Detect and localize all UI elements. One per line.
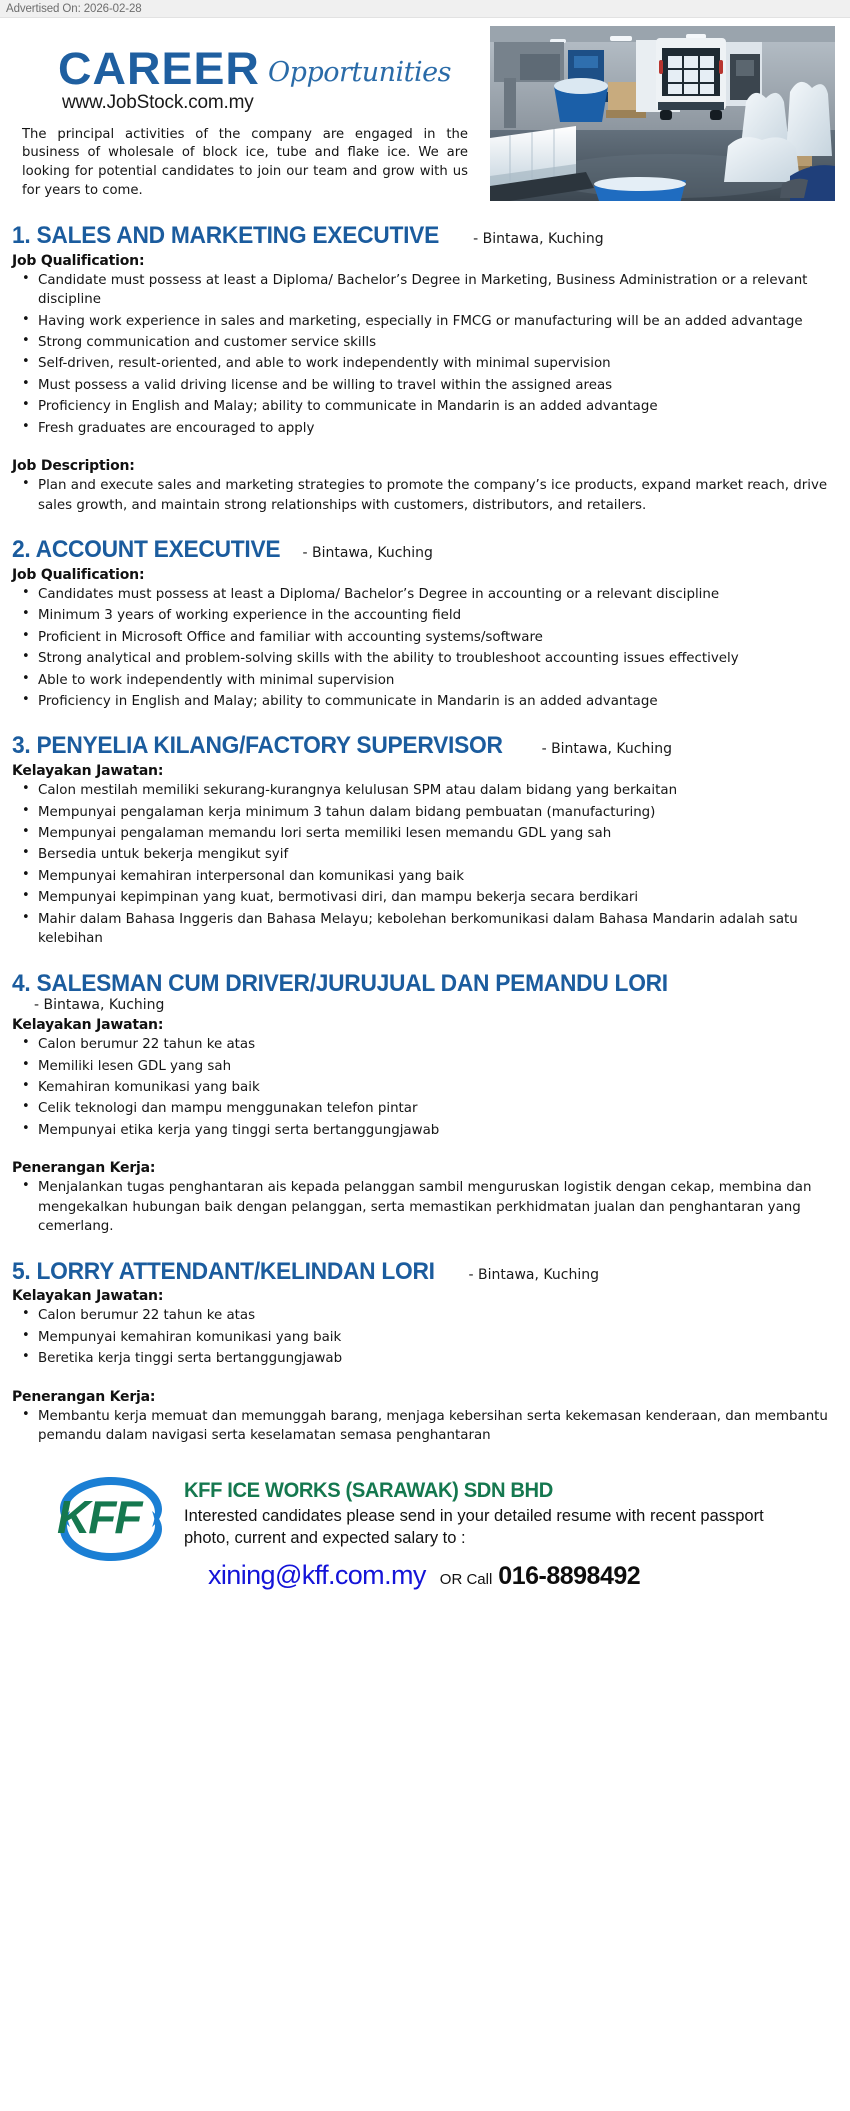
section-heading: Penerangan Kerja: (12, 1160, 156, 1177)
description-list (12, 476, 838, 515)
contact-phone[interactable]: 016-8898492 (498, 1562, 641, 1590)
list-item: • Mempunyai kemahiran komunikasi yang baik (36, 1328, 838, 1347)
list-item: • Must possess a valid driving license and be willing to travel within the assigned areas (36, 376, 838, 395)
section-heading: Kelayakan Jawatan: (12, 1288, 164, 1305)
job-listing (12, 1259, 838, 1446)
brand-lockup (10, 43, 480, 94)
job-title: 5. LORRY ATTENDANT/KELINDAN LORI (12, 1257, 435, 1285)
advertised-on-text: Advertised On: 2026-02-28 (6, 2, 142, 15)
job-title: 4. SALESMAN CUM DRIVER/JURUJUAL DAN PEMANDU LORI (12, 969, 668, 997)
advert-header (0, 18, 850, 201)
section-heading: Kelayakan Jawatan: (12, 763, 164, 780)
job-title: 2. ACCOUNT EXECUTIVE (12, 536, 281, 564)
list-item: • Having work experience in sales and marketing, especially in FMCG or manufacturing will be an added advantage (36, 312, 838, 331)
list-item: • Proficiency in English and Malay; ability to communicate in Mandarin is an added advantage (36, 397, 838, 416)
list-item: • Mempunyai etika kerja yang tinggi serta bertanggungjawab (36, 1121, 838, 1140)
requirement-list (12, 1306, 838, 1368)
list-item: • Calon berumur 22 tahun ke atas (36, 1306, 838, 1325)
job-location: - Bintawa, Kuching (468, 1266, 599, 1283)
section-heading: Job Qualification: (12, 566, 145, 583)
brand-opportunities-script: Opportunities (268, 56, 451, 88)
requirement-list (12, 781, 838, 949)
list-item: • Calon mestilah memiliki sekurang-kurangnya kelulusan SPM atau dalam bidang yang berkaitan (36, 781, 838, 800)
contact-row (184, 1560, 784, 1591)
job-title-row (12, 1259, 838, 1285)
kff-logo-letters: KFF (57, 1491, 141, 1544)
list-item: • Strong communication and customer service skills (36, 333, 838, 352)
job-listing (12, 537, 838, 711)
list-item: • Membantu kerja memuat dan memunggah barang, menjaga kebersihan serta kekemasan kenderaan, dan membantu pemandu dalam navigasi serta keselamatan semasa penghantaran (36, 1407, 838, 1446)
footer-text-block (170, 1471, 784, 1591)
list-item: • Candidate must possess at least a Diploma/ Bachelor’s Degree in Marketing, Business Administration or a relevant discipline (36, 271, 838, 310)
job-listing (12, 733, 838, 948)
job-title-row (12, 223, 838, 249)
contact-footer (0, 1447, 850, 1591)
job-location: - Bintawa, Kuching (34, 997, 165, 1014)
list-item: • Proficiency in English and Malay; ability to communicate in Mandarin is an added advantage (36, 692, 838, 711)
list-item: • Plan and execute sales and marketing strategies to promote the company’s ice products, expand market reach, drive sales growth, and maintain strong relationships with customers, distributors, and retailers. (36, 476, 838, 515)
description-list (12, 1178, 838, 1236)
job-title-row (12, 537, 838, 563)
job-advertisement-page (0, 18, 850, 1601)
section-heading: Job Qualification: (12, 252, 145, 269)
job-location: - Bintawa, Kuching (541, 741, 673, 758)
list-item: • Mempunyai kemahiran interpersonal dan komunikasi yang baik (36, 867, 838, 886)
jobstock-website-url: www.JobStock.com.my (62, 91, 254, 113)
section-heading: Penerangan Kerja: (12, 1388, 156, 1405)
requirement-list (12, 271, 838, 439)
company-name: KFF ICE WORKS (SARAWAK) SDN BHD (184, 1479, 553, 1503)
list-item: • Candidates must possess at least a Diploma/ Bachelor’s Degree in accounting or a relevant discipline (36, 585, 838, 604)
job-title-row (12, 971, 838, 1013)
list-item: • Menjalankan tugas penghantaran ais kepada pelanggan sambil menguruskan logistik dengan cekap, membina dan mengekalkan hubungan baik dengan pelanggan, serta memastikan perkhidmatan jualan dan penghantaran yang cemerlang. (36, 1178, 838, 1236)
list-item: • Celik teknologi dan mampu menggunakan telefon pintar (36, 1099, 838, 1118)
job-title-row (12, 733, 838, 759)
list-item: • Beretika kerja tinggi serta bertanggungjawab (36, 1349, 838, 1368)
list-item: • Minimum 3 years of working experience in the accounting field (36, 606, 838, 625)
list-item: • Mempunyai pengalaman kerja minimum 3 tahun dalam bidang pembuatan (manufacturing) (36, 803, 838, 822)
list-item: • Memiliki lesen GDL yang sah (36, 1057, 838, 1076)
header-left-column (10, 26, 480, 201)
requirement-list (12, 1035, 838, 1140)
job-title: 3. PENYELIA KILANG/FACTORY SUPERVISOR (12, 732, 503, 760)
list-item: • Bersedia untuk bekerja mengikut syif (36, 845, 838, 864)
list-item: • Able to work independently with minimal supervision (36, 671, 838, 690)
list-item: • Proficient in Microsoft Office and familiar with accounting systems/software (36, 628, 838, 647)
list-item: • Fresh graduates are encouraged to apply (36, 419, 838, 438)
contact-email[interactable]: xining@kff.com.my (208, 1560, 426, 1590)
description-list (12, 1407, 838, 1446)
list-item: • Mempunyai kepimpinan yang kuat, bermotivasi diri, dan mampu bekerja secara berdikari (36, 888, 838, 907)
requirement-list (12, 585, 838, 712)
list-item: • Kemahiran komunikasi yang baik (36, 1078, 838, 1097)
job-location: - Bintawa, Kuching (302, 545, 433, 562)
list-item: • Strong analytical and problem-solving skills with the ability to troubleshoot accounting issues effectively (36, 649, 838, 668)
section-heading: Job Description: (12, 458, 135, 475)
advertised-on-bar (0, 0, 850, 18)
section-heading: Kelayakan Jawatan: (12, 1017, 164, 1034)
apply-instructions: Interested candidates please send in your detailed resume with recent passport photo, current and expected salary to : (184, 1507, 764, 1548)
list-item: • Calon berumur 22 tahun ke atas (36, 1035, 838, 1054)
kff-logo (52, 1471, 170, 1567)
list-item: • Self-driven, result-oriented, and able to work independently with minimal supervision (36, 354, 838, 373)
list-item: • Mempunyai pengalaman memandu lori serta memiliki lesen memandu GDL yang sah (36, 824, 838, 843)
job-listings (0, 223, 850, 1445)
job-listing (12, 223, 838, 515)
or-call-label: OR Call (439, 1571, 493, 1588)
ice-factory-hero-image (490, 26, 835, 201)
job-title: 1. SALES AND MARKETING EXECUTIVE (12, 222, 440, 249)
list-item: • Mahir dalam Bahasa Inggeris dan Bahasa Melayu; kebolehan berkomunikasi dalam Bahasa Mandarin adalah satu kelebihan (36, 910, 838, 949)
job-location: - Bintawa, Kuching (473, 231, 604, 247)
job-listing (12, 971, 838, 1237)
company-intro-paragraph: The principal activities of the company are engaged in the business of wholesale of block ice, tube and flake ice. We are looking for potential candidates to join our team and grow with us for years to come. (22, 126, 468, 198)
brand-career-wordmark: CAREER (58, 43, 260, 94)
